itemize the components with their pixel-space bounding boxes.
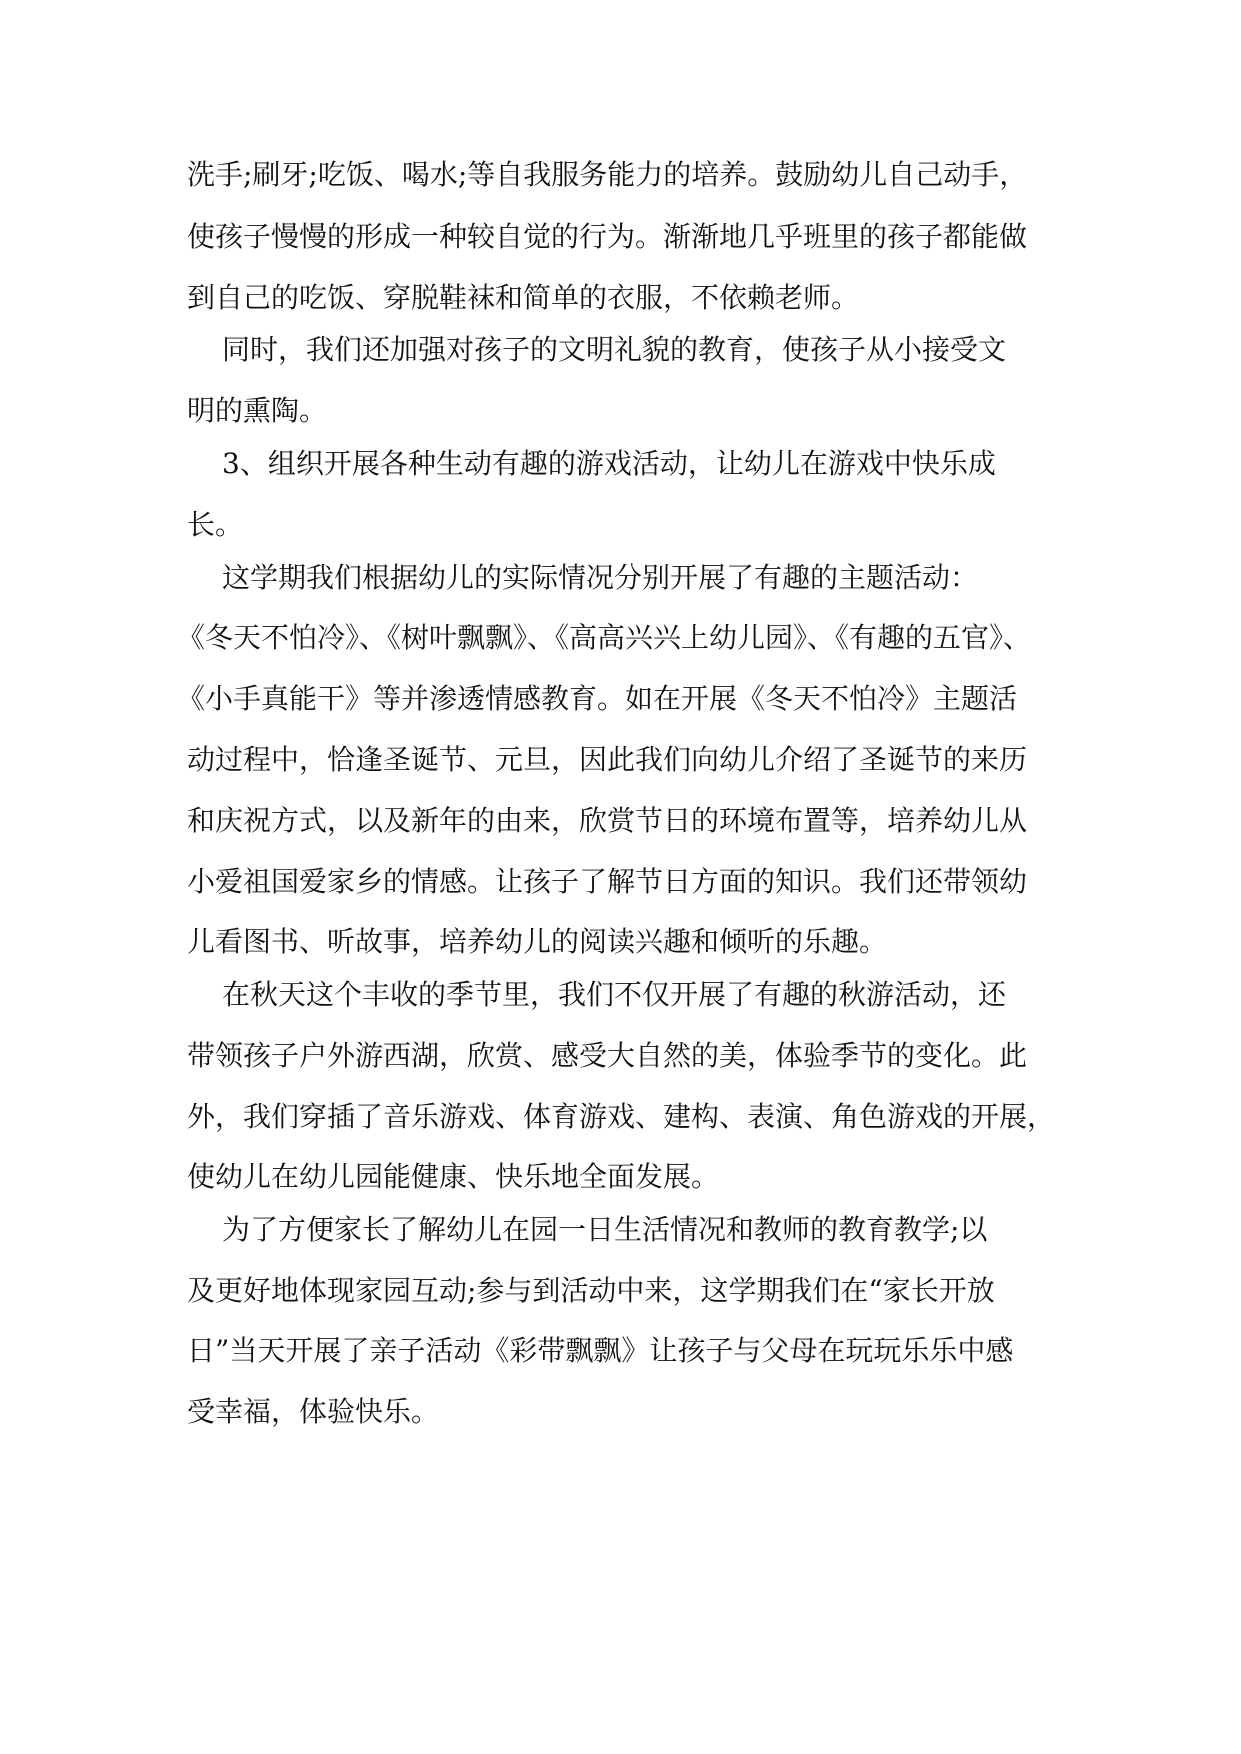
text-line: 日”当天开展了亲子活动《彩带飘飘》让孩子与父母在玩玩乐乐中感 <box>187 1334 1014 1367</box>
text-line: 外，我们穿插了音乐游戏、体育游戏、建构、表演、角色游戏的开展， <box>187 1100 1056 1133</box>
text-line: 动过程中，恰逢圣诞节、元旦，因此我们向幼儿介绍了圣诞节的来历 <box>187 743 1028 776</box>
text-line: 《小手真能干》等并渗透情感教育。如在开展《冬天不怕冷》主题活 <box>177 682 1018 715</box>
text-line: 使幼儿在幼儿园能健康、快乐地全面发展。 <box>187 1160 720 1193</box>
text-line: 明的熏陶。 <box>187 394 328 427</box>
text-line: 为了方便家长了解幼儿在园一日生活情况和教师的教育教学;以 <box>222 1213 988 1246</box>
text-line: 及更好地体现家园互动;参与到活动中来，这学期我们在“家长开放 <box>187 1274 995 1307</box>
text-line: 小爱祖国爱家乡的情感。让孩子了解节日方面的知识。我们还带领幼 <box>187 865 1028 898</box>
text-line: 和庆祝方式，以及新年的由来，欣赏节日的环境布置等，培养幼儿从 <box>187 804 1028 837</box>
text-line: 长。 <box>187 508 244 541</box>
text-line: 洗手;刷牙;吃饭、喝水;等自我服务能力的培养。鼓励幼儿自己动手， <box>187 158 1028 191</box>
text-line: 在秋天这个丰收的季节里，我们不仅开展了有趣的秋游活动，还 <box>222 978 1007 1011</box>
text-line: 《冬天不怕冷》、《树叶飘飘》、《高高兴兴上幼儿园》、《有趣的五官》、 <box>177 621 1032 654</box>
text-line: 这学期我们根据幼儿的实际情况分别开展了有趣的主题活动： <box>222 561 979 594</box>
text-line: 使孩子慢慢的形成一种较自觉的行为。渐渐地几乎班里的孩子都能做 <box>187 220 1028 253</box>
text-line: 儿看图书、听故事，培养幼儿的阅读兴趣和倾听的乐趣。 <box>187 925 888 958</box>
text-line: 带领孩子户外游西湖，欣赏、感受大自然的美，体验季节的变化。此 <box>187 1039 1028 1072</box>
text-line: 受幸福，体验快乐。 <box>187 1395 440 1428</box>
text-line: 到自己的吃饭、穿脱鞋袜和简单的衣服，不依赖老师。 <box>187 281 860 314</box>
text-line: 3、组织开展各种生动有趣的游戏活动，让幼儿在游戏中快乐成 <box>222 447 996 480</box>
text-line: 同时，我们还加强对孩子的文明礼貌的教育，使孩子从小接受文 <box>222 333 1007 366</box>
